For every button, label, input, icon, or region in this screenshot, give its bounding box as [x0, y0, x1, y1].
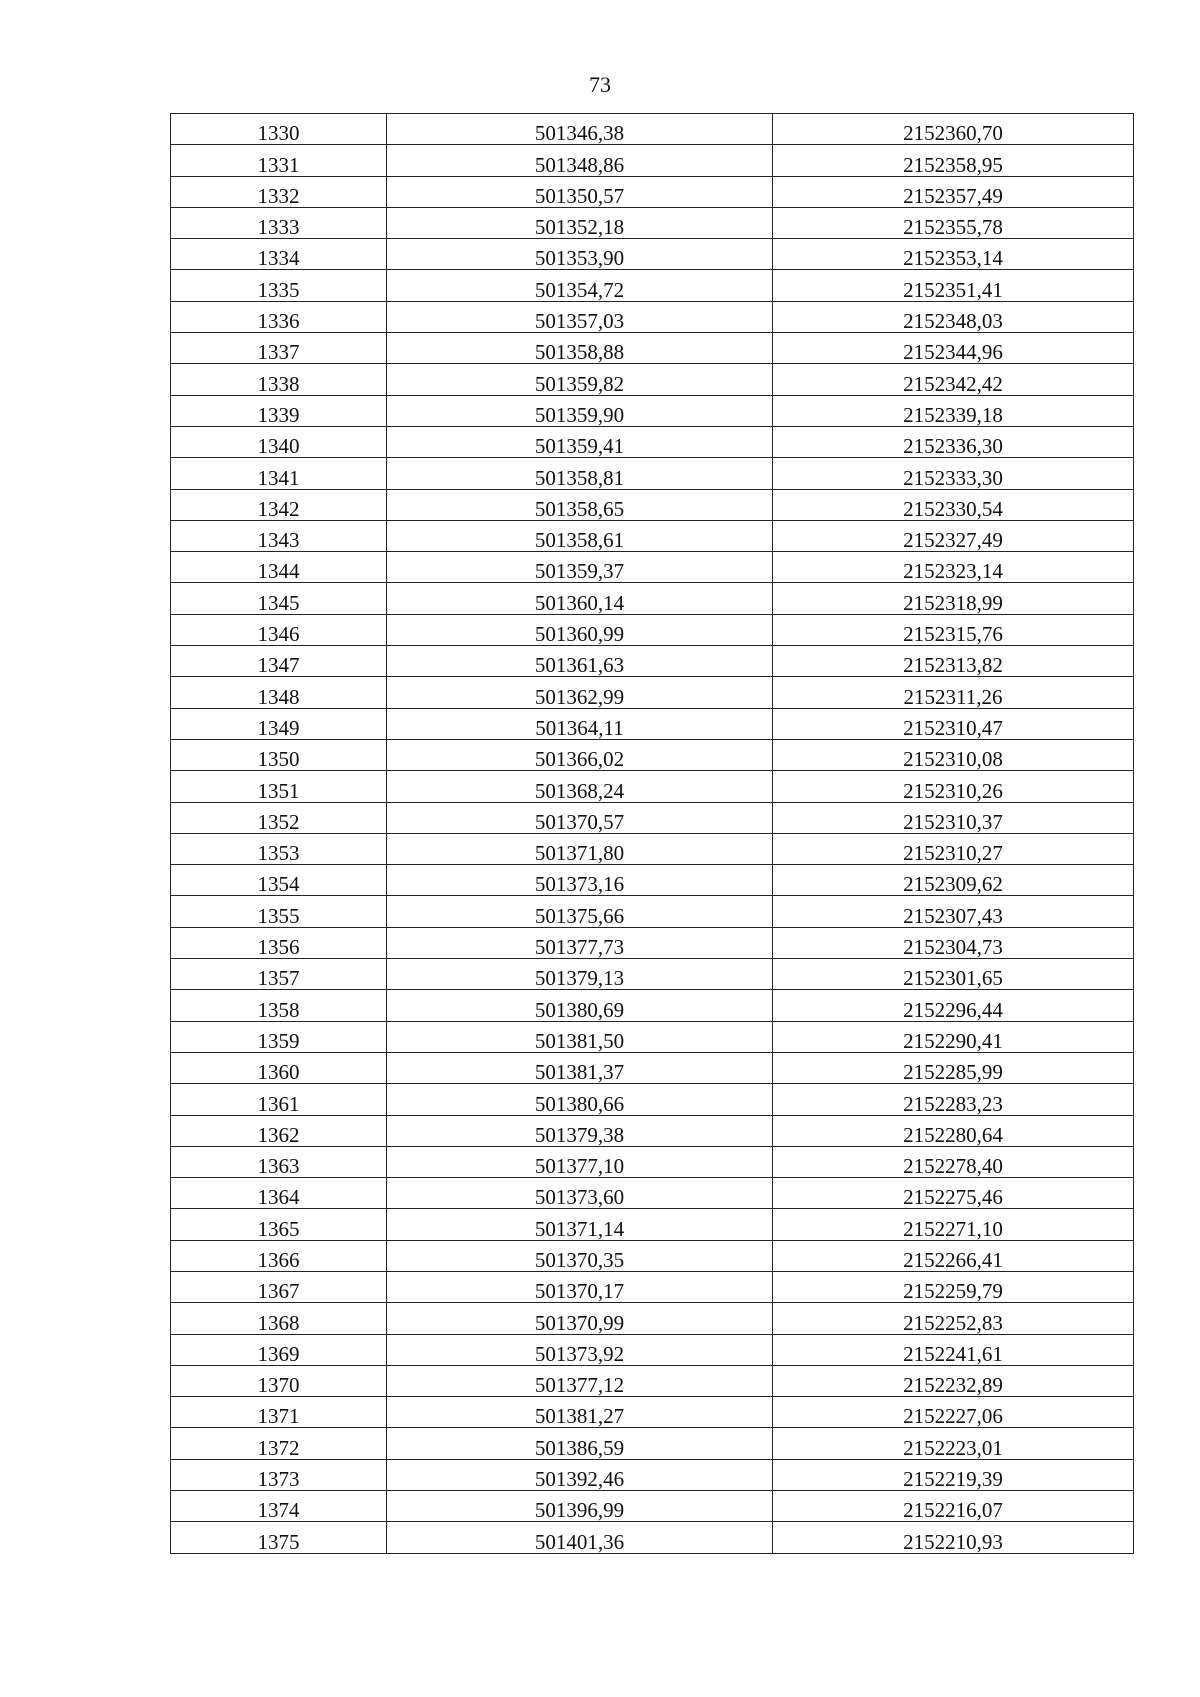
- y-coordinate-cell: 2152241,61: [773, 1334, 1134, 1365]
- point-number-cell: 1375: [171, 1522, 387, 1553]
- point-number-cell: 1367: [171, 1271, 387, 1302]
- point-number-cell: 1359: [171, 1021, 387, 1052]
- table-row: [171, 364, 1134, 395]
- y-coordinate-cell: 2152310,37: [773, 802, 1134, 833]
- table-row: [171, 301, 1134, 332]
- table-row: [171, 520, 1134, 551]
- table-row: [171, 239, 1134, 270]
- x-coordinate-cell: 501358,65: [387, 489, 773, 520]
- point-number-cell: 1350: [171, 739, 387, 770]
- x-coordinate-cell: 501358,88: [387, 333, 773, 364]
- table-row: [171, 458, 1134, 489]
- x-coordinate-cell: 501353,90: [387, 239, 773, 270]
- table-row: [171, 1522, 1134, 1553]
- table-row: [171, 1052, 1134, 1083]
- x-coordinate-cell: 501354,72: [387, 270, 773, 301]
- table-row: [171, 646, 1134, 677]
- table-row: [171, 927, 1134, 958]
- point-number-cell: 1339: [171, 395, 387, 426]
- y-coordinate-cell: 2152342,42: [773, 364, 1134, 395]
- y-coordinate-cell: 2152301,65: [773, 959, 1134, 990]
- x-coordinate-cell: 501386,59: [387, 1428, 773, 1459]
- point-number-cell: 1343: [171, 520, 387, 551]
- point-number-cell: 1346: [171, 614, 387, 645]
- y-coordinate-cell: 2152344,96: [773, 333, 1134, 364]
- x-coordinate-cell: 501366,02: [387, 739, 773, 770]
- table-row: [171, 1115, 1134, 1146]
- y-coordinate-cell: 2152353,14: [773, 239, 1134, 270]
- x-coordinate-cell: 501350,57: [387, 176, 773, 207]
- point-number-cell: 1358: [171, 990, 387, 1021]
- point-number-cell: 1373: [171, 1459, 387, 1490]
- y-coordinate-cell: 2152210,93: [773, 1522, 1134, 1553]
- y-coordinate-cell: 2152327,49: [773, 520, 1134, 551]
- y-coordinate-cell: 2152339,18: [773, 395, 1134, 426]
- point-number-cell: 1372: [171, 1428, 387, 1459]
- y-coordinate-cell: 2152259,79: [773, 1271, 1134, 1302]
- table-row: [171, 395, 1134, 426]
- point-number-cell: 1334: [171, 239, 387, 270]
- point-number-cell: 1341: [171, 458, 387, 489]
- y-coordinate-cell: 2152280,64: [773, 1115, 1134, 1146]
- point-number-cell: 1360: [171, 1052, 387, 1083]
- table-row: [171, 771, 1134, 802]
- point-number-cell: 1347: [171, 646, 387, 677]
- table-row: [171, 552, 1134, 583]
- y-coordinate-cell: 2152223,01: [773, 1428, 1134, 1459]
- x-coordinate-cell: 501381,37: [387, 1052, 773, 1083]
- table-row: [171, 145, 1134, 176]
- point-number-cell: 1356: [171, 927, 387, 958]
- table-row: [171, 426, 1134, 457]
- point-number-cell: 1342: [171, 489, 387, 520]
- y-coordinate-cell: 2152307,43: [773, 896, 1134, 927]
- x-coordinate-cell: 501360,14: [387, 583, 773, 614]
- y-coordinate-cell: 2152304,73: [773, 927, 1134, 958]
- y-coordinate-cell: 2152315,76: [773, 614, 1134, 645]
- y-coordinate-cell: 2152278,40: [773, 1146, 1134, 1177]
- x-coordinate-cell: 501359,37: [387, 552, 773, 583]
- point-number-cell: 1338: [171, 364, 387, 395]
- point-number-cell: 1353: [171, 833, 387, 864]
- x-coordinate-cell: 501368,24: [387, 771, 773, 802]
- table-row: [171, 1397, 1134, 1428]
- x-coordinate-cell: 501370,57: [387, 802, 773, 833]
- y-coordinate-cell: 2152310,08: [773, 739, 1134, 770]
- y-coordinate-cell: 2152309,62: [773, 865, 1134, 896]
- x-coordinate-cell: 501359,41: [387, 426, 773, 457]
- point-number-cell: 1331: [171, 145, 387, 176]
- y-coordinate-cell: 2152266,41: [773, 1240, 1134, 1271]
- x-coordinate-cell: 501361,63: [387, 646, 773, 677]
- x-coordinate-cell: 501392,46: [387, 1459, 773, 1490]
- x-coordinate-cell: 501373,92: [387, 1334, 773, 1365]
- table-row: [171, 1084, 1134, 1115]
- point-number-cell: 1369: [171, 1334, 387, 1365]
- point-number-cell: 1351: [171, 771, 387, 802]
- y-coordinate-cell: 2152252,83: [773, 1303, 1134, 1334]
- table-row: [171, 1240, 1134, 1271]
- y-coordinate-cell: 2152285,99: [773, 1052, 1134, 1083]
- table-row: [171, 1428, 1134, 1459]
- y-coordinate-cell: 2152348,03: [773, 301, 1134, 332]
- y-coordinate-cell: 2152275,46: [773, 1178, 1134, 1209]
- table-row: [171, 207, 1134, 238]
- point-number-cell: 1371: [171, 1397, 387, 1428]
- y-coordinate-cell: 2152355,78: [773, 207, 1134, 238]
- coordinates-table-body: [171, 114, 1134, 1554]
- x-coordinate-cell: 501359,90: [387, 395, 773, 426]
- table-row: [171, 896, 1134, 927]
- point-number-cell: 1333: [171, 207, 387, 238]
- table-row: [171, 176, 1134, 207]
- point-number-cell: 1370: [171, 1365, 387, 1396]
- coordinates-table: [170, 113, 1134, 1554]
- x-coordinate-cell: 501401,36: [387, 1522, 773, 1553]
- y-coordinate-cell: 2152357,49: [773, 176, 1134, 207]
- point-number-cell: 1345: [171, 583, 387, 614]
- table-row: [171, 1021, 1134, 1052]
- page-number: 73: [589, 72, 611, 97]
- table-row: [171, 1209, 1134, 1240]
- x-coordinate-cell: 501381,50: [387, 1021, 773, 1052]
- table-row: [171, 1459, 1134, 1490]
- table-row: [171, 1178, 1134, 1209]
- point-number-cell: 1332: [171, 176, 387, 207]
- x-coordinate-cell: 501380,66: [387, 1084, 773, 1115]
- x-coordinate-cell: 501346,38: [387, 114, 773, 145]
- y-coordinate-cell: 2152232,89: [773, 1365, 1134, 1396]
- x-coordinate-cell: 501370,35: [387, 1240, 773, 1271]
- x-coordinate-cell: 501373,16: [387, 865, 773, 896]
- x-coordinate-cell: 501371,14: [387, 1209, 773, 1240]
- table-row: [171, 739, 1134, 770]
- point-number-cell: 1349: [171, 708, 387, 739]
- table-row: [171, 959, 1134, 990]
- x-coordinate-cell: 501348,86: [387, 145, 773, 176]
- point-number-cell: 1374: [171, 1491, 387, 1522]
- y-coordinate-cell: 2152318,99: [773, 583, 1134, 614]
- point-number-cell: 1368: [171, 1303, 387, 1334]
- point-number-cell: 1352: [171, 802, 387, 833]
- x-coordinate-cell: 501358,81: [387, 458, 773, 489]
- point-number-cell: 1330: [171, 114, 387, 145]
- table-row: [171, 489, 1134, 520]
- point-number-cell: 1355: [171, 896, 387, 927]
- x-coordinate-cell: 501377,73: [387, 927, 773, 958]
- x-coordinate-cell: 501371,80: [387, 833, 773, 864]
- y-coordinate-cell: 2152219,39: [773, 1459, 1134, 1490]
- x-coordinate-cell: 501370,17: [387, 1271, 773, 1302]
- table-row: [171, 1146, 1134, 1177]
- y-coordinate-cell: 2152323,14: [773, 552, 1134, 583]
- point-number-cell: 1335: [171, 270, 387, 301]
- x-coordinate-cell: 501357,03: [387, 301, 773, 332]
- point-number-cell: 1362: [171, 1115, 387, 1146]
- table-row: [171, 990, 1134, 1021]
- x-coordinate-cell: 501352,18: [387, 207, 773, 238]
- x-coordinate-cell: 501379,13: [387, 959, 773, 990]
- point-number-cell: 1354: [171, 865, 387, 896]
- y-coordinate-cell: 2152296,44: [773, 990, 1134, 1021]
- table-row: [171, 833, 1134, 864]
- x-coordinate-cell: 501377,10: [387, 1146, 773, 1177]
- y-coordinate-cell: 2152360,70: [773, 114, 1134, 145]
- x-coordinate-cell: 501362,99: [387, 677, 773, 708]
- table-row: [171, 865, 1134, 896]
- table-row: [171, 802, 1134, 833]
- y-coordinate-cell: 2152310,26: [773, 771, 1134, 802]
- point-number-cell: 1361: [171, 1084, 387, 1115]
- x-coordinate-cell: 501396,99: [387, 1491, 773, 1522]
- point-number-cell: 1365: [171, 1209, 387, 1240]
- table-row: [171, 583, 1134, 614]
- y-coordinate-cell: 2152311,26: [773, 677, 1134, 708]
- point-number-cell: 1366: [171, 1240, 387, 1271]
- y-coordinate-cell: 2152216,07: [773, 1491, 1134, 1522]
- x-coordinate-cell: 501379,38: [387, 1115, 773, 1146]
- table-row: [171, 1365, 1134, 1396]
- table-row: [171, 708, 1134, 739]
- x-coordinate-cell: 501360,99: [387, 614, 773, 645]
- point-number-cell: 1340: [171, 426, 387, 457]
- point-number-cell: 1337: [171, 333, 387, 364]
- y-coordinate-cell: 2152290,41: [773, 1021, 1134, 1052]
- y-coordinate-cell: 2152336,30: [773, 426, 1134, 457]
- table-row: [171, 1303, 1134, 1334]
- table-row: [171, 1334, 1134, 1365]
- y-coordinate-cell: 2152313,82: [773, 646, 1134, 677]
- x-coordinate-cell: 501380,69: [387, 990, 773, 1021]
- y-coordinate-cell: 2152227,06: [773, 1397, 1134, 1428]
- table-row: [171, 270, 1134, 301]
- y-coordinate-cell: 2152330,54: [773, 489, 1134, 520]
- point-number-cell: 1348: [171, 677, 387, 708]
- table-row: [171, 1491, 1134, 1522]
- y-coordinate-cell: 2152310,47: [773, 708, 1134, 739]
- point-number-cell: 1363: [171, 1146, 387, 1177]
- x-coordinate-cell: 501370,99: [387, 1303, 773, 1334]
- table-row: [171, 614, 1134, 645]
- x-coordinate-cell: 501359,82: [387, 364, 773, 395]
- point-number-cell: 1357: [171, 959, 387, 990]
- x-coordinate-cell: 501364,11: [387, 708, 773, 739]
- x-coordinate-cell: 501373,60: [387, 1178, 773, 1209]
- y-coordinate-cell: 2152358,95: [773, 145, 1134, 176]
- x-coordinate-cell: 501375,66: [387, 896, 773, 927]
- y-coordinate-cell: 2152283,23: [773, 1084, 1134, 1115]
- y-coordinate-cell: 2152351,41: [773, 270, 1134, 301]
- y-coordinate-cell: 2152310,27: [773, 833, 1134, 864]
- point-number-cell: 1364: [171, 1178, 387, 1209]
- y-coordinate-cell: 2152333,30: [773, 458, 1134, 489]
- x-coordinate-cell: 501377,12: [387, 1365, 773, 1396]
- table-row: [171, 677, 1134, 708]
- table-row: [171, 1271, 1134, 1302]
- x-coordinate-cell: 501358,61: [387, 520, 773, 551]
- table-row: [171, 114, 1134, 145]
- y-coordinate-cell: 2152271,10: [773, 1209, 1134, 1240]
- x-coordinate-cell: 501381,27: [387, 1397, 773, 1428]
- point-number-cell: 1344: [171, 552, 387, 583]
- point-number-cell: 1336: [171, 301, 387, 332]
- table-row: [171, 333, 1134, 364]
